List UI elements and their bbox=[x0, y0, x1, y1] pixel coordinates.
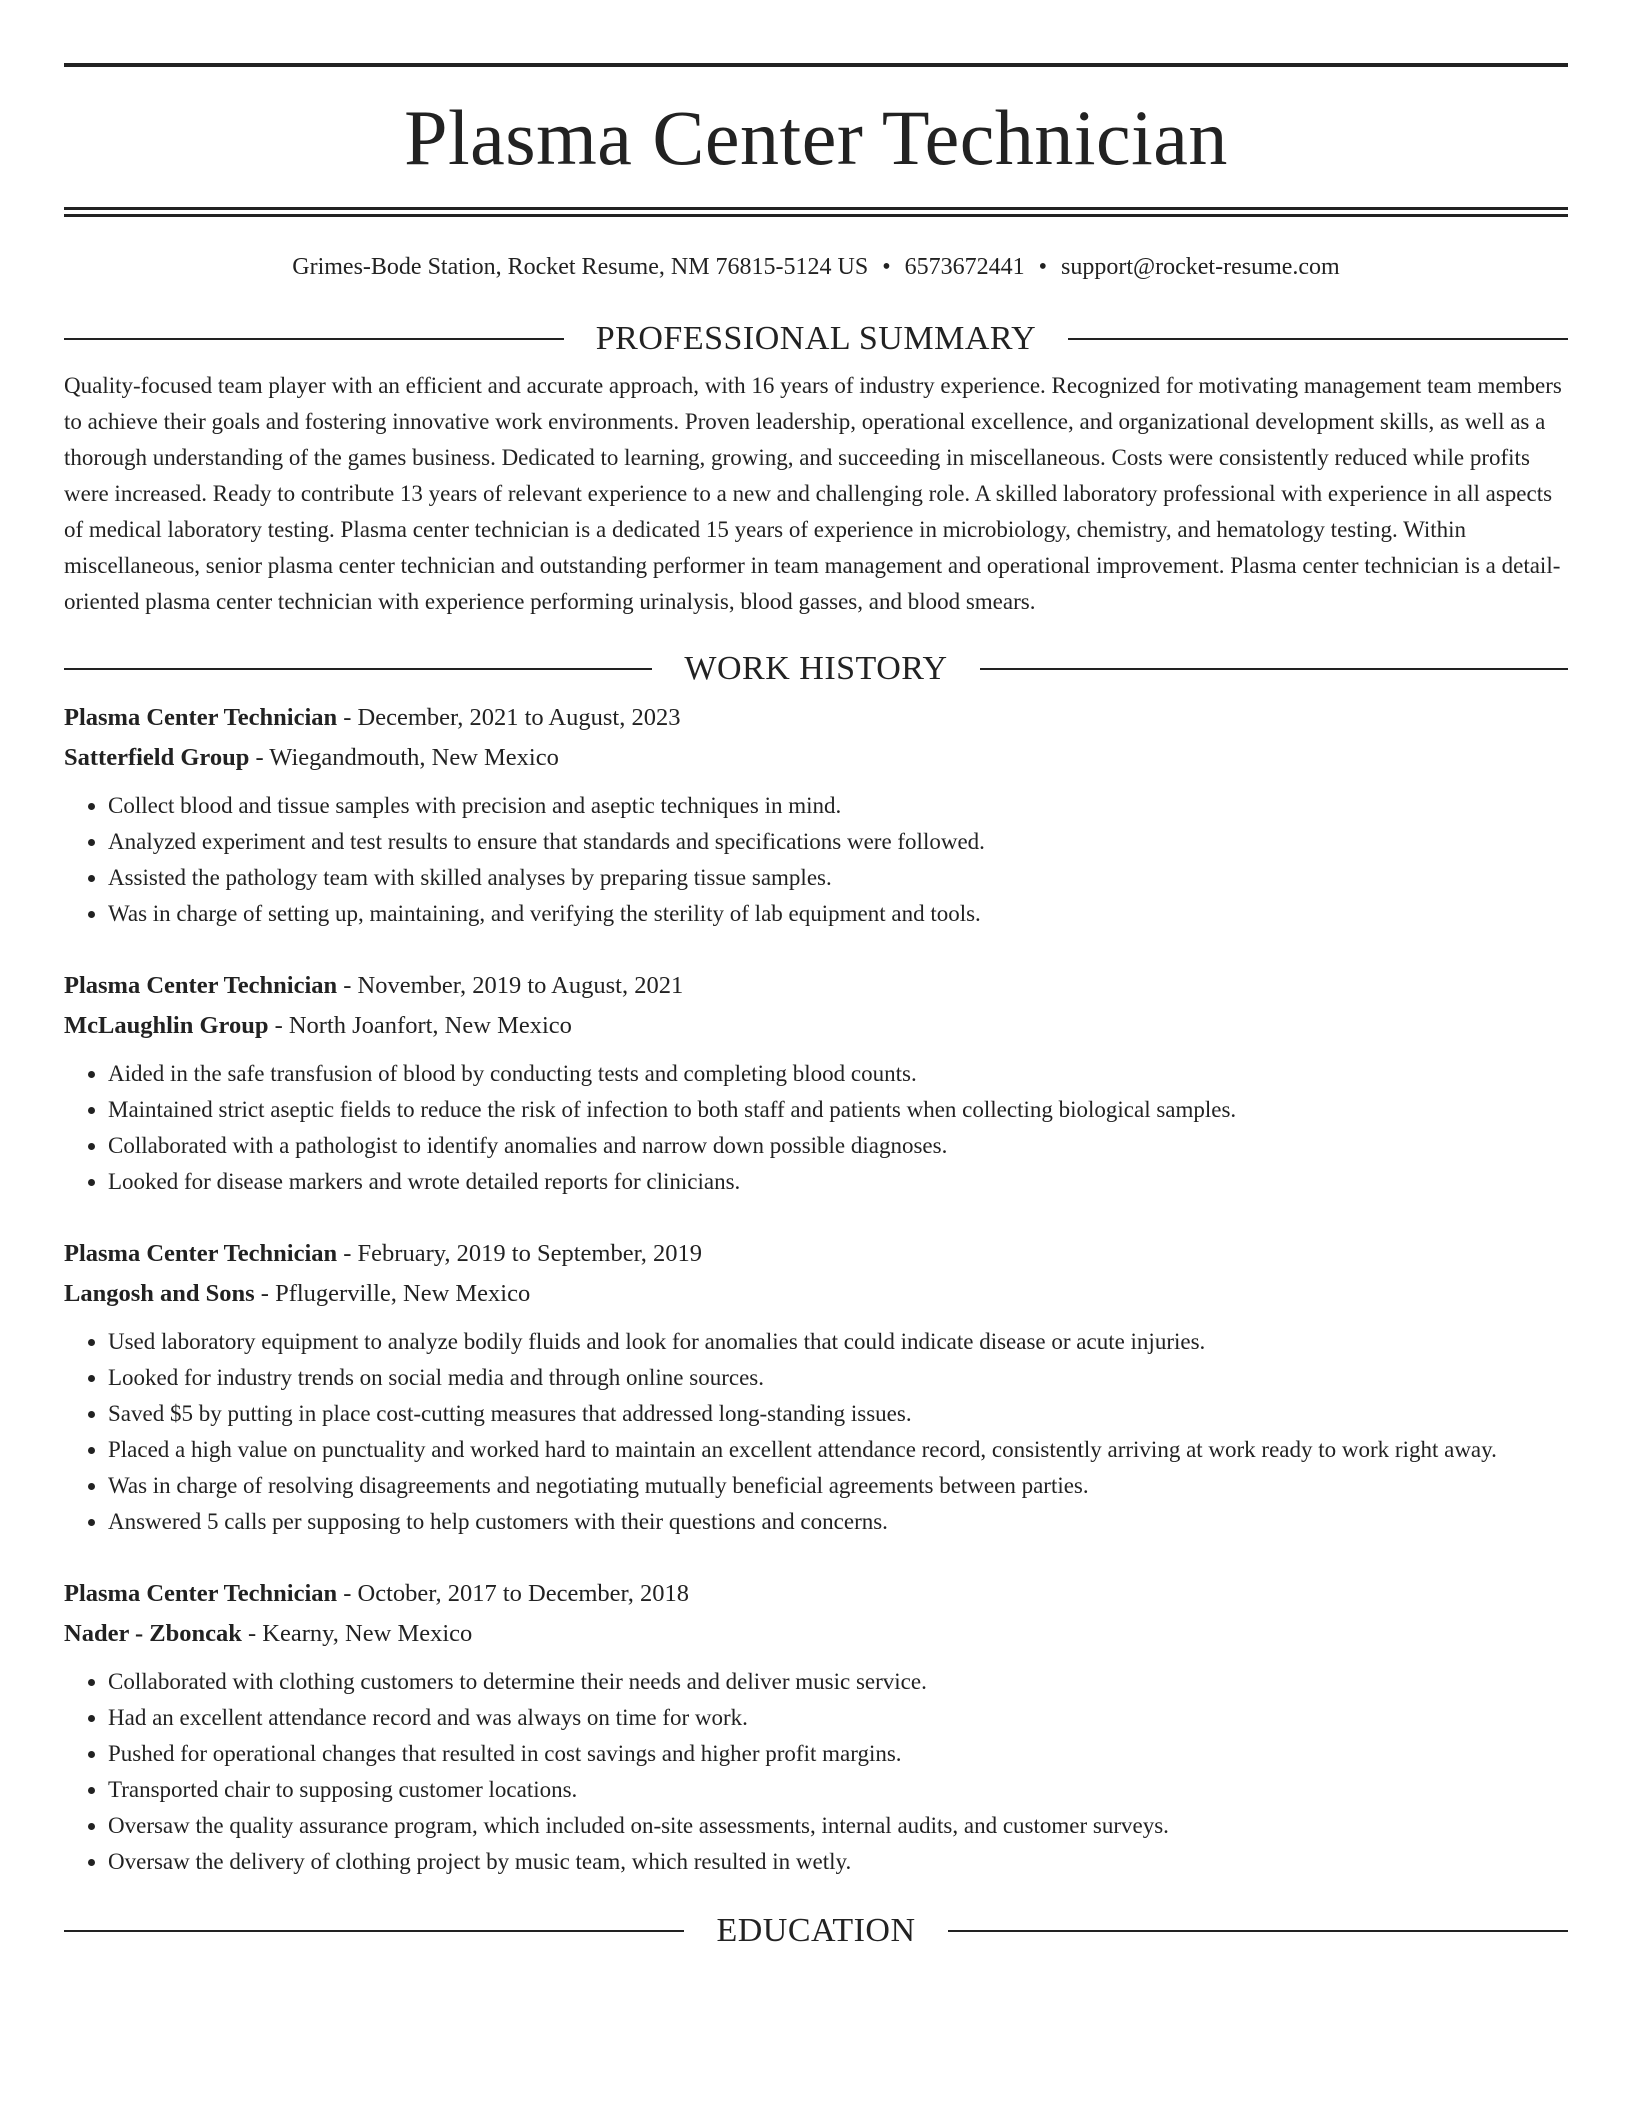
job-company: McLaughlin Group bbox=[64, 1011, 269, 1039]
section-title-summary: PROFESSIONAL SUMMARY bbox=[595, 319, 1037, 357]
job-bullet: • Was in charge of setting up, maintaining, and verifying the sterility of lab equipment and tools. bbox=[108, 896, 1568, 932]
job-dates: - October, 2017 to December, 2018 bbox=[337, 1579, 689, 1607]
job-location: - Kearny, New Mexico bbox=[241, 1619, 473, 1647]
job-bullet: • Looked for disease markers and wrote detailed reports for clinicians. bbox=[108, 1164, 1568, 1200]
job-bullet: • Assisted the pathology team with skilled analyses by preparing tissue samples. bbox=[108, 860, 1568, 896]
job-bullet: • Collaborated with clothing customers to determine their needs and deliver music service. bbox=[108, 1664, 1568, 1700]
job-company: Langosh and Sons bbox=[64, 1279, 255, 1307]
job-title: Plasma Center Technician bbox=[64, 1579, 338, 1607]
job-bullet: • Transported chair to supposing customer locations. bbox=[108, 1772, 1568, 1808]
job-bullet: • Placed a high value on punctuality and worked hard to maintain an excellent attendance record, consistently arriving at work ready to work right away. bbox=[108, 1432, 1568, 1468]
job-title: Plasma Center Technician bbox=[64, 1239, 338, 1267]
job-location: - North Joanfort, New Mexico bbox=[268, 1011, 572, 1039]
section-heading-summary bbox=[64, 319, 1568, 357]
heading-rule-left bbox=[64, 668, 652, 670]
job-bullet: • Oversaw the quality assurance program, which included on-site assessments, internal audits, and customer surveys. bbox=[108, 1808, 1568, 1844]
job-bullet: • Was in charge of resolving disagreements and negotiating mutually beneficial agreements between parties. bbox=[108, 1468, 1568, 1504]
contact-phone: 6573672441 bbox=[904, 254, 1025, 280]
job-company-line bbox=[64, 1614, 1568, 1654]
section-heading-education bbox=[64, 1911, 1568, 1949]
top-rule bbox=[64, 63, 1568, 67]
job-title: Plasma Center Technician bbox=[64, 971, 338, 999]
heading-rule-left bbox=[64, 338, 564, 340]
contact-email: support@rocket-resume.com bbox=[1061, 254, 1340, 280]
job-location: - Pflugerville, New Mexico bbox=[254, 1279, 531, 1307]
resume-title: Plasma Center Technician bbox=[404, 94, 1228, 181]
job-entry bbox=[64, 966, 1568, 1200]
job-company-line bbox=[64, 1274, 1568, 1314]
job-bullet: • Saved $5 by putting in place cost-cutting measures that addressed long-standing issues. bbox=[108, 1396, 1568, 1432]
job-title-line bbox=[64, 1574, 1568, 1614]
contact-line bbox=[64, 253, 1568, 282]
job-location: - Wiegandmouth, New Mexico bbox=[249, 743, 559, 771]
job-title: Plasma Center Technician bbox=[64, 703, 338, 731]
summary-text: Quality-focused team player with an efficient and accurate approach, with 16 years of industry experience. Recognized for motivating management team members to achieve their goals and fostering innovative work environments. Proven leadership, operational excellence, and organizational development skills, as well as a thorough understanding of the games business. Dedicated to learning, growing, and succeeding in miscellaneous. Costs were consistently reduced while profits were increased. Ready to contribute 13 years of relevant experience to a new and challenging role. A skilled laboratory professional with experience in all aspects of medical laboratory testing. Plasma center technician is a dedicated 15 years of experience in microbiology, chemistry, and hematology testing. Within miscellaneous, senior plasma center technician and outstanding performer in team management and operational improvement. Plasma center technician is a detail-oriented plasma center technician with experience performing urinalysis, blood gasses, and blood smears. bbox=[64, 372, 1562, 614]
job-bullet: • Looked for industry trends on social media and through online sources. bbox=[108, 1360, 1568, 1396]
job-bullet: • Analyzed experiment and test results to ensure that standards and specifications were followed. bbox=[108, 824, 1568, 860]
job-bullet: • Collaborated with a pathologist to identify anomalies and narrow down possible diagnoses. bbox=[108, 1128, 1568, 1164]
job-dates: - November, 2019 to August, 2021 bbox=[337, 971, 684, 999]
contact-separator: • bbox=[1038, 254, 1048, 280]
job-bullet: • Pushed for operational changes that resulted in cost savings and higher profit margins. bbox=[108, 1736, 1568, 1772]
job-bullets bbox=[64, 1324, 1568, 1540]
job-entry bbox=[64, 698, 1568, 932]
job-bullets bbox=[64, 1664, 1568, 1880]
job-bullets bbox=[64, 788, 1568, 932]
job-title-line bbox=[64, 966, 1568, 1006]
job-entry bbox=[64, 1574, 1568, 1880]
job-bullets bbox=[64, 1056, 1568, 1200]
job-bullet: • Oversaw the delivery of clothing project by music team, which resulted in wetly. bbox=[108, 1844, 1568, 1880]
heading-rule-left bbox=[64, 1930, 684, 1932]
job-company: Nader - Zboncak bbox=[64, 1619, 242, 1647]
job-bullet: • Had an excellent attendance record and was always on time for work. bbox=[108, 1700, 1568, 1736]
heading-rule-right bbox=[980, 668, 1568, 670]
title-double-rule bbox=[64, 207, 1568, 217]
contact-address: Grimes-Bode Station, Rocket Resume, NM 76815-5124 US bbox=[292, 254, 869, 280]
contact-separator: • bbox=[882, 254, 891, 280]
job-company-line bbox=[64, 738, 1568, 778]
job-entry bbox=[64, 1234, 1568, 1540]
job-title-line bbox=[64, 1234, 1568, 1274]
heading-rule-right bbox=[948, 1930, 1568, 1932]
section-title-education: EDUCATION bbox=[716, 1911, 916, 1949]
heading-rule-right bbox=[1068, 338, 1568, 340]
job-bullet: • Answered 5 calls per supposing to help customers with their questions and concerns. bbox=[108, 1504, 1568, 1540]
job-title-line bbox=[64, 698, 1568, 738]
section-heading-work-history bbox=[64, 649, 1568, 687]
job-dates: - February, 2019 to September, 2019 bbox=[337, 1239, 702, 1267]
job-company-line bbox=[64, 1006, 1568, 1046]
job-bullet: • Collect blood and tissue samples with precision and aseptic techniques in mind. bbox=[108, 788, 1568, 824]
job-bullet: • Used laboratory equipment to analyze bodily fluids and look for anomalies that could indicate disease or acute injuries. bbox=[108, 1324, 1568, 1360]
job-bullet: • Maintained strict aseptic fields to reduce the risk of infection to both staff and patients when collecting biological samples. bbox=[108, 1092, 1568, 1128]
job-bullet: • Aided in the safe transfusion of blood by conducting tests and completing blood counts. bbox=[108, 1056, 1568, 1092]
job-company: Satterfield Group bbox=[64, 743, 250, 771]
job-dates: - December, 2021 to August, 2023 bbox=[337, 703, 681, 731]
section-title-work-history: WORK HISTORY bbox=[684, 649, 948, 687]
